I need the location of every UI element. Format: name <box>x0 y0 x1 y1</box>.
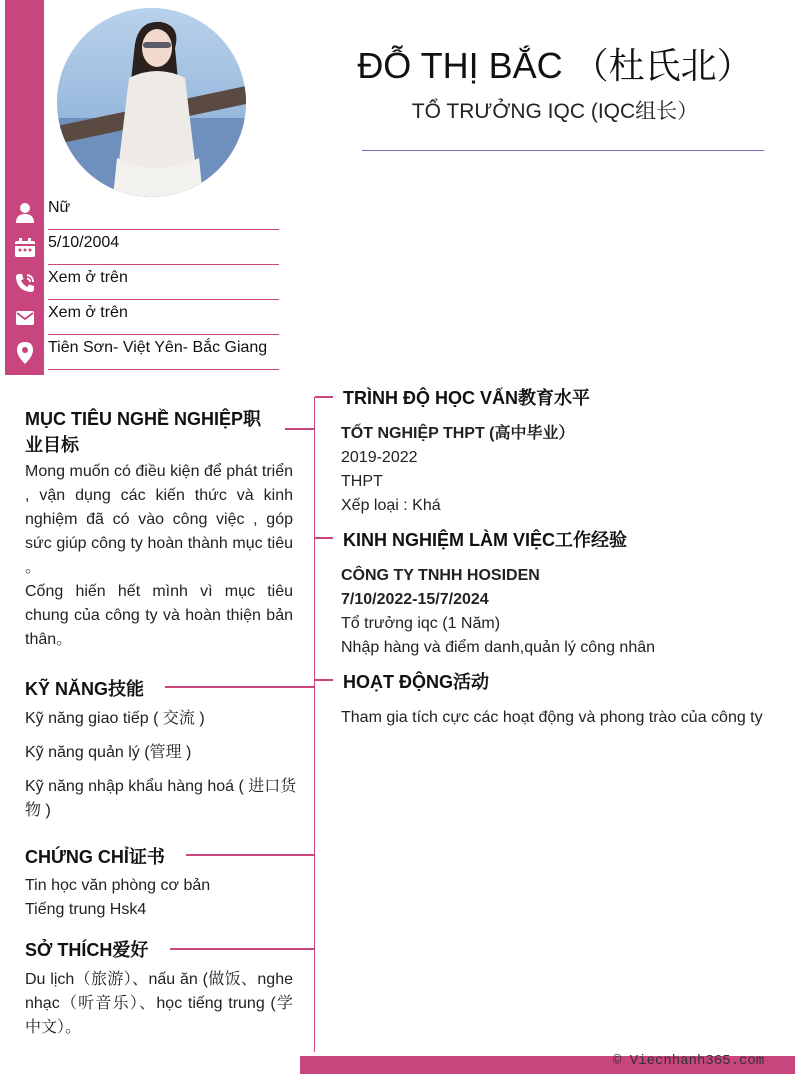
connector-activities <box>315 679 333 681</box>
experience-position: Tổ trưởng iqc (1 Năm) <box>341 615 501 632</box>
activities-text: Tham gia tích cực các hoạt động và phong trào của công ty <box>341 709 763 726</box>
objective-paragraph: Mong muốn có điều kiện để phát triển , vận dụng các kiến thức và kinh nghiệm đã có vào công việc , góp sức giúp công ty hoàn thành mục tiêu 。 <box>25 463 293 576</box>
education-rank: Xếp loại : Khá <box>341 497 441 514</box>
objective-paragraph: Cống hiến hết mình vì mục tiêu chung của công ty và hoàn thiện bản thân。 <box>25 583 293 648</box>
connector-experience <box>315 537 333 539</box>
experience-heading: KINH NGHIỆM LÀM VIỆC工作经验 <box>343 530 628 550</box>
connector-certificates <box>186 854 315 856</box>
education-heading: TRÌNH ĐỘ HỌC VẤN教育水平 <box>343 388 590 408</box>
connector-hobbies <box>170 948 315 950</box>
address-value: Tiên Sơn- Việt Yên- Bắc Giang <box>48 339 268 356</box>
timeline-line <box>314 397 315 1052</box>
experience-period: 7/10/2022-15/7/2024 <box>341 591 489 608</box>
divider <box>48 369 279 370</box>
info-row-gender <box>5 195 279 230</box>
email-value: Xem ở trên <box>48 304 128 321</box>
envelope-icon <box>5 300 44 335</box>
birthday-value: 5/10/2004 <box>48 234 120 251</box>
title-divider <box>362 150 764 151</box>
phone-value: Xem ở trên <box>48 269 128 286</box>
connector-objective <box>285 428 315 430</box>
info-row-email <box>5 300 279 335</box>
certificates-list <box>25 874 293 922</box>
activities-heading: HOẠT ĐỘNG活动 <box>343 672 489 692</box>
connector-education <box>315 396 333 398</box>
person-icon <box>5 195 44 230</box>
skills-heading: KỸ NĂNG技能 <box>25 679 145 699</box>
footer-credit: © Viecnhanh365.com <box>613 1053 765 1069</box>
candidate-name: ĐỖ THỊ BẮC （杜氏北） <box>357 45 753 86</box>
profile-photo <box>57 8 246 197</box>
connector-skills <box>165 686 315 688</box>
hobbies-heading: SỞ THÍCH爱好 <box>25 940 149 960</box>
objective-heading <box>25 405 287 457</box>
skill-item: Kỹ năng nhập khẩu hàng hoá ( 进口货物 ) <box>25 778 297 819</box>
candidate-title: TỔ TRƯỞNG IQC (IQC组长） <box>411 100 699 123</box>
skill-item: Kỹ năng quản lý (管理 ) <box>25 744 192 761</box>
experience-body <box>341 564 781 660</box>
certificate-item: Tiếng trung Hsk4 <box>25 901 147 918</box>
skill-item: Kỹ năng giao tiếp ( 交流 ) <box>25 710 205 727</box>
info-row-address <box>5 335 279 370</box>
education-body <box>341 422 781 518</box>
objective-section <box>25 405 287 457</box>
location-pin-icon <box>5 335 44 370</box>
education-years: 2019-2022 <box>341 449 418 466</box>
objective-heading-line2: 业目标 <box>25 435 79 455</box>
info-row-birthday <box>5 230 279 265</box>
hobbies-text: Du lịch（旅游）、nấu ăn (做饭、nghe nhạc（听音乐）、học tiếng trung (学中文）。 <box>25 971 293 1036</box>
certificates-heading: CHỨNG CHỈ证书 <box>25 847 165 867</box>
skills-list <box>25 707 297 823</box>
education-school: THPT <box>341 473 383 490</box>
certificate-item: Tin học văn phòng cơ bản <box>25 877 211 894</box>
objective-heading-line1: MỤC TIÊU NGHỀ NGHIỆP职 <box>25 409 262 429</box>
phone-icon <box>5 265 44 300</box>
gender-value: Nữ <box>48 199 71 216</box>
education-degree: TỐT NGHIỆP THPT (高中毕业） <box>341 425 575 442</box>
experience-company: CÔNG TY TNHH HOSIDEN <box>341 567 540 584</box>
info-row-phone <box>5 265 279 300</box>
objective-body <box>25 460 293 652</box>
experience-duties: Nhập hàng và điểm danh,quản lý công nhân <box>341 639 656 656</box>
calendar-icon <box>5 230 44 265</box>
